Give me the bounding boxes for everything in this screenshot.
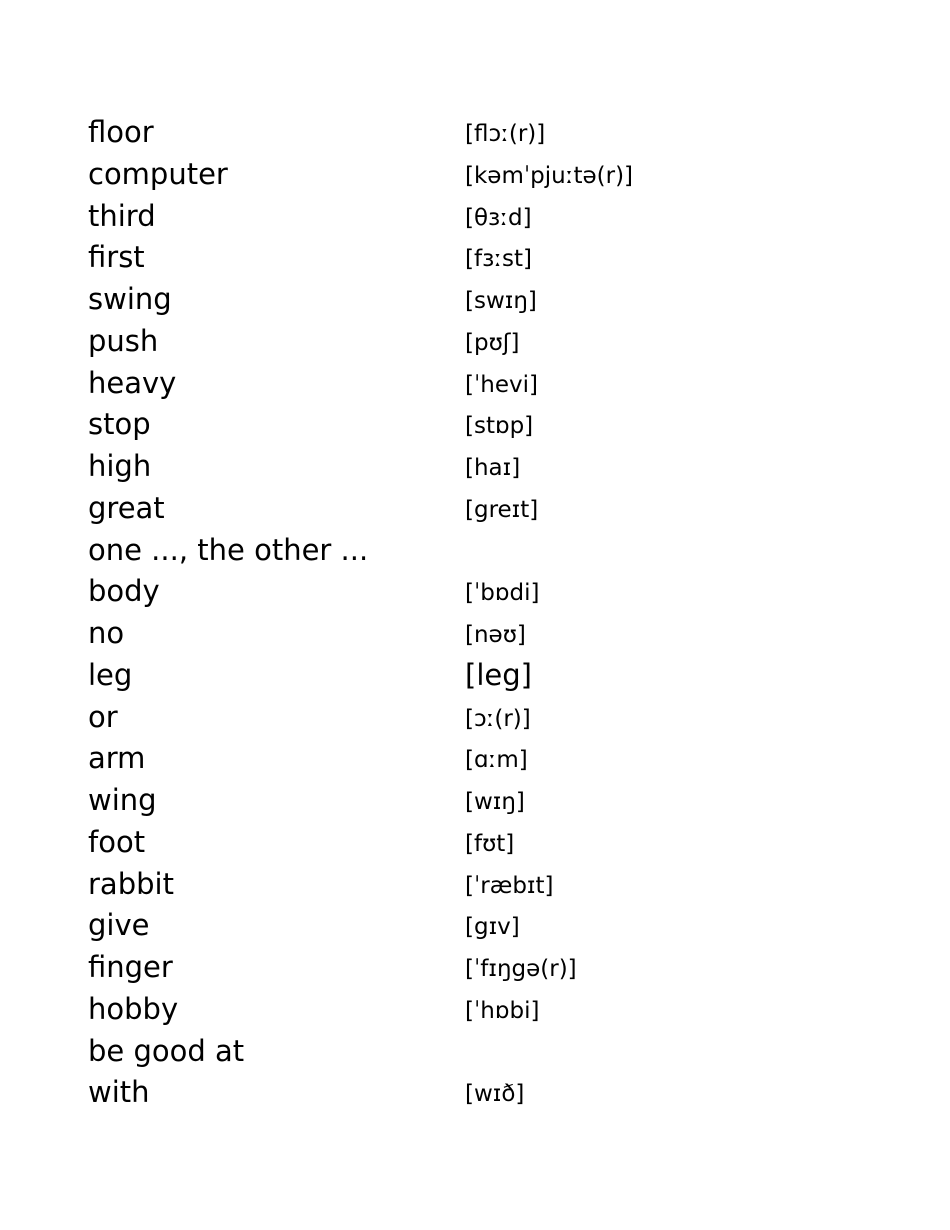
vocab-row <box>88 488 848 530</box>
phonetic: [kəmˈpjuːtə(r)] <box>465 162 634 189</box>
word: leg <box>88 657 133 692</box>
phonetic: [wɪð] <box>465 1081 525 1108</box>
word: with <box>88 1075 150 1110</box>
phonetic: [swɪŋ] <box>465 288 537 314</box>
vocab-row <box>88 196 848 238</box>
word: stop <box>88 407 151 442</box>
vocab-row <box>88 404 848 446</box>
word: body <box>88 574 160 609</box>
word: give <box>88 908 150 943</box>
vocab-row <box>88 1072 848 1114</box>
phonetic: [gɪv] <box>465 914 520 941</box>
vocab-row <box>88 947 848 989</box>
word: foot <box>88 824 146 859</box>
vocab-row <box>88 822 848 864</box>
vocab-row <box>88 780 848 822</box>
phonetic: [θɜːd] <box>465 204 532 231</box>
phonetic: [fɜːst] <box>465 246 533 273</box>
vocab-row <box>88 613 848 655</box>
vocab-row <box>88 321 848 363</box>
phonetic: [ɑːm] <box>465 747 528 774</box>
vocab-row <box>88 905 848 947</box>
word: floor <box>88 115 154 149</box>
vocab-row <box>88 112 848 154</box>
phonetic: [ˈhɒbi] <box>465 997 540 1024</box>
word: no <box>88 616 125 650</box>
word: be good at <box>88 1033 245 1068</box>
phonetic: [leg] <box>465 657 532 692</box>
word: rabbit <box>88 866 174 901</box>
word: one ..., the other ... <box>88 532 369 567</box>
phonetic: [ɔː(r)] <box>465 705 531 732</box>
word: first <box>88 240 145 275</box>
vocab-row <box>88 655 848 697</box>
vocab-row <box>88 989 848 1031</box>
vocab-row <box>88 446 848 488</box>
word: or <box>88 699 118 734</box>
vocab-row <box>88 738 848 780</box>
word: great <box>88 490 165 525</box>
word: computer <box>88 156 228 191</box>
phonetic: [ˈbɒdi] <box>465 580 540 607</box>
phonetic: [ˈhevi] <box>465 371 538 398</box>
word: push <box>88 323 159 358</box>
phonetic: [greɪt] <box>465 496 539 523</box>
word: swing <box>88 282 172 316</box>
word: wing <box>88 783 157 817</box>
vocab-row <box>88 279 848 321</box>
word: finger <box>88 950 173 984</box>
phonetic: [haɪ] <box>465 455 521 481</box>
vocab-row <box>88 530 848 572</box>
vocab-row <box>88 363 848 405</box>
phonetic: [pʊʃ] <box>465 329 520 356</box>
vocab-row <box>88 697 848 739</box>
vocab-row <box>88 1031 848 1073</box>
word: arm <box>88 741 146 776</box>
vocab-row <box>88 571 848 613</box>
vocab-row <box>88 864 848 906</box>
phonetic: [nəʊ] <box>465 622 526 648</box>
phonetic: [flɔː(r)] <box>465 121 546 147</box>
word: hobby <box>88 991 179 1026</box>
word: third <box>88 198 156 233</box>
phonetic: [ˈfɪŋgə(r)] <box>465 956 577 982</box>
phonetic: [stɒp] <box>465 413 534 440</box>
word: heavy <box>88 365 177 400</box>
vocab-row <box>88 237 848 279</box>
phonetic: [fʊt] <box>465 830 515 857</box>
phonetic: [ˈræbɪt] <box>465 872 554 899</box>
word: high <box>88 449 152 483</box>
phonetic: [wɪŋ] <box>465 789 525 815</box>
vocabulary-list <box>88 112 848 1114</box>
vocab-row <box>88 154 848 196</box>
